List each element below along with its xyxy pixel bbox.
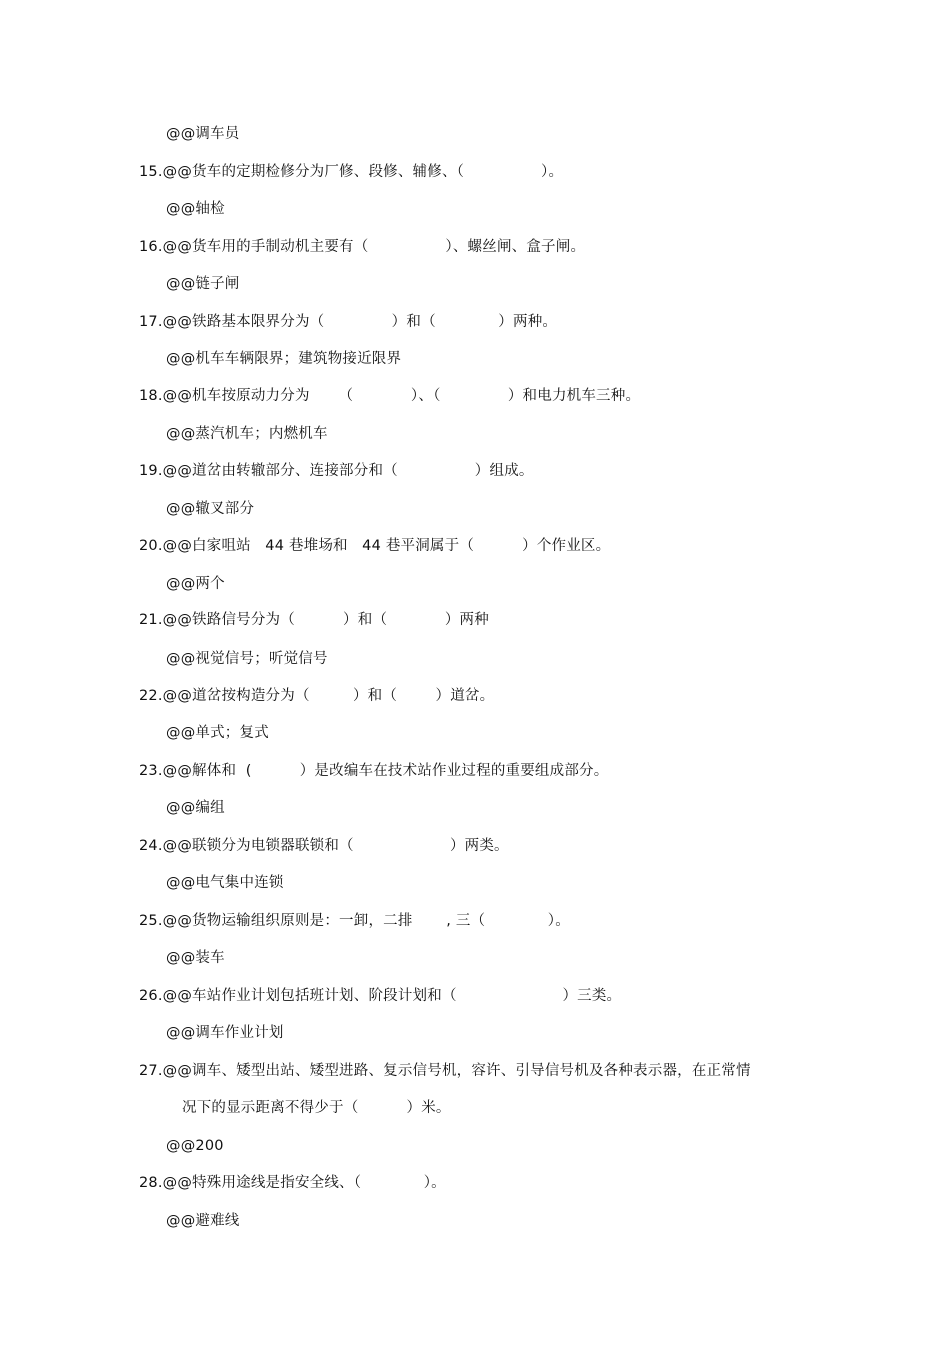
question-line-27-continued: 况下的显示距离不得少于（ ）米。: [182, 1100, 451, 1116]
answer-line: @@200: [166, 1138, 224, 1154]
question-line-27: 27.@@调车、矮型出站、矮型进路、复示信号机，容许、引导信号机及各种表示器，在正常情: [139, 1063, 751, 1079]
question-line-15: 15.@@货车的定期检修分为厂修、段修、辅修、（ ）。: [139, 164, 564, 180]
question-line-16: 16.@@货车用的手制动机主要有（ ）、螺丝闸、盒子闸。: [139, 239, 586, 255]
question-line-18: 18.@@机车按原动力分为 （ ）、（ ）和电力机车三种。: [139, 388, 641, 404]
question-line-24: 24.@@联锁分为电锁器联锁和（ ）两类。: [139, 838, 509, 854]
question-line-22: 22.@@道岔按构造分为（ ）和（ ）道岔。: [139, 688, 495, 704]
answer-line: @@电气集中连锁: [166, 875, 284, 891]
answer-line: @@链子闸: [166, 276, 240, 292]
answer-line: @@调车作业计划: [166, 1025, 284, 1041]
answer-line: @@轴检: [166, 201, 225, 217]
answer-line: @@装车: [166, 950, 225, 966]
question-line-21: 21.@@铁路信号分为（ ）和（ ）两种: [139, 612, 489, 628]
answer-line: @@两个: [166, 576, 225, 592]
question-line-20: 20.@@白家咀站 44 巷堆场和 44 巷平洞属于（ ）个作业区。: [139, 538, 611, 554]
question-line-23: 23.@@解体和 ( ）是改编车在技术站作业过程的重要组成部分。: [139, 763, 609, 779]
question-line-26: 26.@@车站作业计划包括班计划、阶段计划和（ ）三类。: [139, 988, 622, 1004]
answer-line: @@机车车辆限界；建筑物接近限界: [166, 351, 402, 367]
question-line-19: 19.@@道岔由转辙部分、连接部分和（ ）组成。: [139, 463, 534, 479]
answer-line: @@避难线: [166, 1213, 240, 1229]
answer-line: @@编组: [166, 800, 225, 816]
answer-line: @@视觉信号；听觉信号: [166, 651, 328, 667]
answer-line: @@辙叉部分: [166, 501, 255, 517]
answer-line: @@单式；复式: [166, 725, 269, 741]
answer-line: @@蒸汽机车；内燃机车: [166, 426, 328, 442]
question-line-25: 25.@@货物运输组织原则是：一卸，二排 , 三（ ）。: [139, 913, 570, 929]
question-line-28: 28.@@特殊用途线是指安全线、（ ）。: [139, 1175, 446, 1191]
question-line-17: 17.@@铁路基本限界分为（ ）和（ ）两种。: [139, 314, 558, 330]
answer-line: @@调车员: [166, 126, 240, 142]
